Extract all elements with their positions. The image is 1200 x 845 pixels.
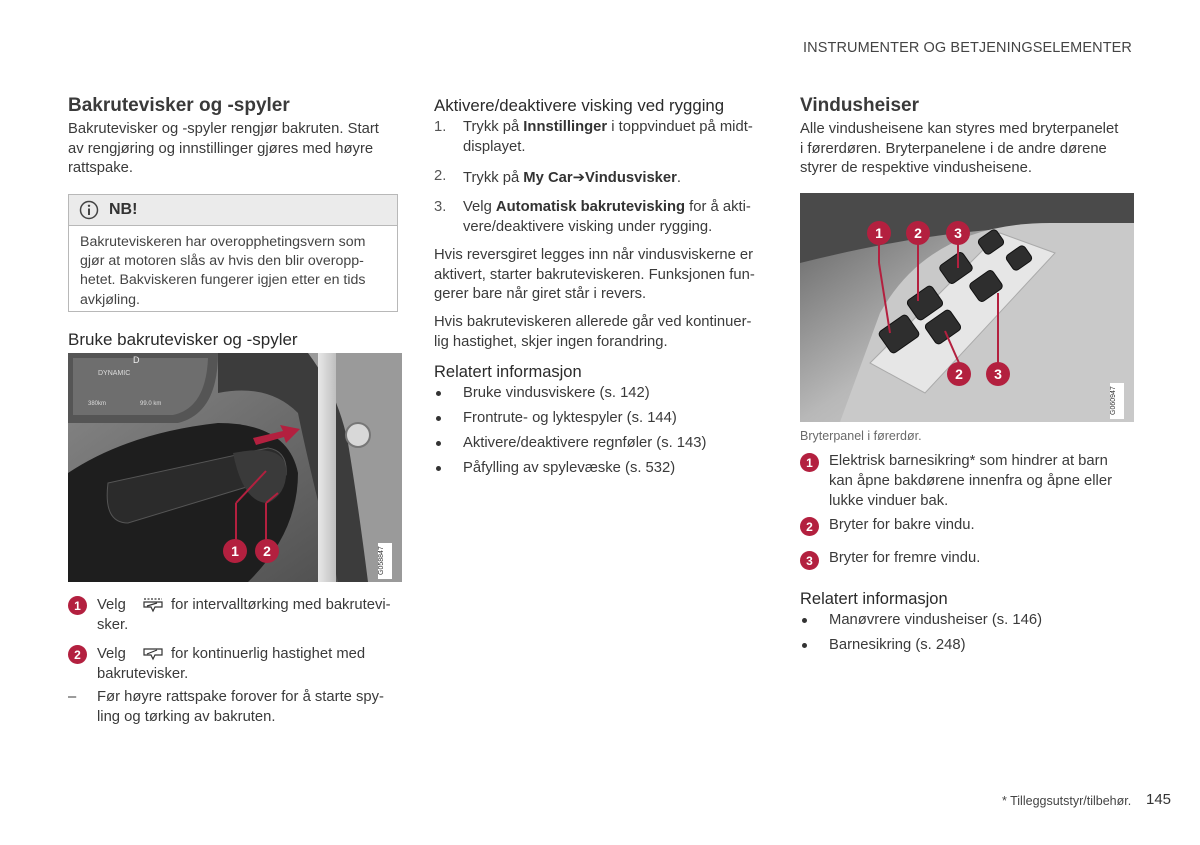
running-header: INSTRUMENTER OG BETJENINGSELEMENTER — [803, 40, 1132, 56]
item-text: Velg — [97, 597, 126, 613]
item-text: Bryter for fremre vindu. — [829, 550, 981, 566]
image-code: G058847 — [378, 543, 392, 579]
item-text: for intervalltørking med bakrutevi- — [171, 597, 391, 613]
paragraph — [434, 246, 774, 305]
callout-2: 2 — [255, 539, 279, 563]
related-link[interactable] — [434, 459, 774, 479]
bullet — [436, 416, 441, 421]
bullet — [436, 441, 441, 446]
cluster-text: DYNAMIC — [98, 370, 131, 377]
link-text: Bruke vindusviskere (s. 142) — [463, 385, 650, 401]
text-line: Alle vindusheisene kan styres med bryterpanelet — [800, 121, 1119, 137]
image-caption: Bryterpanel i førerdør. — [800, 429, 922, 443]
paragraph — [434, 313, 774, 352]
step-fragment: for å akti- — [685, 199, 751, 215]
text-line: Bakruteviskeren har overopphetingsvern som — [80, 234, 366, 250]
note-box — [68, 194, 398, 312]
arrow-icon: ➔ — [572, 170, 586, 186]
image-code: G060947 — [1110, 383, 1124, 419]
step-text — [463, 118, 753, 138]
related-heading: Relatert informasjon — [800, 590, 948, 608]
ui-term: Vindusvisker — [585, 170, 677, 186]
text-line: Bakrutevisker og -spyler rengjør bakruten. Start — [68, 121, 379, 137]
ui-term: My Car — [523, 170, 573, 186]
callout-2: 2 — [906, 221, 930, 245]
step-number: 1. — [434, 119, 447, 135]
item-text: ling og tørking av bakruten. — [97, 709, 276, 725]
item-number-badge: 1 — [800, 453, 819, 472]
callout-2: 2 — [947, 362, 971, 386]
item-text: Bryter for bakre vindu. — [829, 517, 975, 533]
bullet — [436, 466, 441, 471]
section-heading: Vindusheiser — [800, 95, 919, 116]
text-line: lig hastighet, skjer ingen forandring. — [434, 333, 668, 350]
footnote: * Tilleggsutstyr/tilbehør. — [1002, 794, 1132, 808]
text-line: Hvis bakruteviskeren allerede går ved kontinuer- — [434, 314, 752, 330]
step-number: 3. — [434, 199, 447, 215]
item-number-badge: 2 — [800, 517, 819, 536]
cluster-text: 380km — [88, 401, 107, 407]
step-text — [463, 198, 751, 218]
item-text: for kontinuerlig hastighet med — [171, 646, 366, 662]
step-text: vere/deaktivere visking under rygging. — [463, 219, 713, 235]
text-line: rattspake. — [68, 160, 133, 176]
item-text: Elektrisk barnesikring* som hindrer at barn — [829, 453, 1108, 469]
intro-paragraph — [800, 120, 1140, 179]
item-text: lukke vinduer bak. — [829, 493, 949, 509]
step-fragment: Velg — [463, 199, 496, 215]
text-line: Hvis reversgiret legges inn når vindusviskerne er — [434, 247, 754, 263]
bullet — [802, 618, 807, 623]
text-line: avkjøling. — [80, 291, 140, 308]
step-fragment: i toppvinduet på midt- — [607, 119, 753, 135]
note-text — [69, 226, 397, 310]
cluster-text: D — [133, 355, 140, 365]
text-line: gerer bare når giret står i revers. — [434, 286, 647, 302]
text-line: av rengjøring og innstillinger gjøres med høyre — [68, 140, 374, 157]
text-line: gjør at motoren slås av hvis den blir overopp- — [80, 253, 364, 270]
item-text: Velg — [97, 646, 126, 662]
link-text: Aktivere/deaktivere regnføler (s. 143) — [463, 435, 707, 451]
item-text: Før høyre rattspake forover for å starte spy- — [97, 689, 384, 705]
step-fragment: . — [676, 170, 682, 186]
item-text: bakrutevisker. — [97, 666, 189, 682]
bullet — [802, 643, 807, 648]
related-link[interactable] — [434, 434, 774, 454]
interval-wipe-icon — [143, 597, 163, 613]
dash-marker: – — [68, 689, 77, 705]
ui-term: Innstillinger — [523, 119, 608, 135]
item-number-badge: 3 — [800, 551, 819, 570]
related-link[interactable] — [800, 611, 1140, 631]
link-text: Barnesikring (s. 248) — [829, 637, 966, 653]
step-text: displayet. — [463, 139, 526, 155]
cluster-text: 99.0 km — [140, 401, 162, 407]
link-text: Påfylling av spylevæske (s. 532) — [463, 460, 676, 476]
section-heading: Aktivere/deaktivere visking ved rygging — [434, 96, 725, 115]
section-heading: Bakrutevisker og -spyler — [68, 95, 290, 116]
item-number-badge: 2 — [68, 645, 87, 664]
step-number: 2. — [434, 168, 447, 184]
callout-3: 3 — [946, 221, 970, 245]
step-fragment: Trykk på — [463, 170, 524, 186]
page-number: 145 — [1146, 791, 1172, 808]
ui-term: Automatisk bakrutevisking — [495, 199, 686, 215]
step-fragment: Trykk på — [463, 119, 524, 135]
callout-1: 1 — [867, 221, 891, 245]
note-header — [69, 195, 397, 226]
callout-3: 3 — [986, 362, 1010, 386]
text-line: hetet. Bakviskeren fungerer igjen etter en tids — [80, 272, 366, 289]
related-heading: Relatert informasjon — [434, 363, 582, 381]
link-text: Manøvrere vindusheiser (s. 146) — [829, 612, 1042, 628]
note-label: NB! — [109, 201, 138, 218]
window-switch-photo — [800, 193, 1134, 422]
related-link[interactable] — [800, 636, 1140, 656]
continuous-wipe-icon — [143, 646, 163, 662]
text-line: i førerdøren. Bryterpanelene i de andre dørene — [800, 140, 1107, 157]
callout-1: 1 — [223, 539, 247, 563]
link-text: Frontrute- og lyktespyler (s. 144) — [463, 410, 677, 426]
step-text — [463, 169, 681, 189]
text-line: styrer de respektive vindusheisene. — [800, 160, 1032, 176]
item-text: kan åpne bakdørene innenfra og åpne eller — [829, 473, 1112, 489]
info-icon — [79, 200, 99, 220]
related-link[interactable] — [434, 409, 774, 429]
related-link[interactable] — [434, 384, 774, 404]
bullet — [436, 391, 441, 396]
wiper-stalk-photo — [68, 353, 402, 582]
item-number-badge: 1 — [68, 596, 87, 615]
text-line: aktivert, starter bakruteviskeren. Funksjonen fun- — [434, 266, 755, 283]
subheading: Bruke bakrutevisker og -spyler — [68, 330, 298, 349]
item-text: sker. — [97, 617, 129, 633]
intro-paragraph — [68, 120, 403, 179]
